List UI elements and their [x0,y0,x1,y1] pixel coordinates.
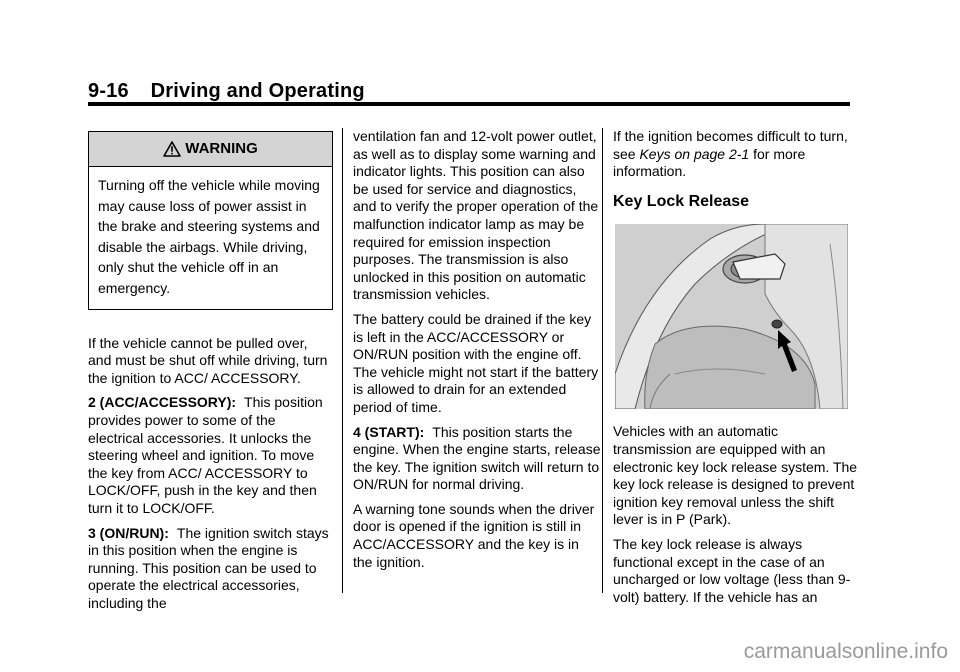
paragraph: The key lock release is always functional except in the case of an uncharged or low voltage (less than 9-volt) battery. If the vehicle has an [613,535,851,605]
section-title: Driving and Operating [150,80,365,102]
subheading: Key Lock Release [613,192,750,210]
term-acc-text: This position provides power to some of the electrical accessories. It unlocks the steering wheel and ignition. To move the key from ACC/ ACCESSORY to LOCK/OFF, push in the key and then turn it to LOCK/OFF. [88,394,323,516]
column-3 [613,128,858,613]
warning-label: WARNING [185,140,258,158]
text: If the ignition becomes difficult to turn, see [613,128,848,162]
column-1 [88,128,333,619]
column-2 [353,128,601,578]
column-divider [602,128,603,593]
paragraph [353,424,601,494]
term-on-run-text: The ignition switch stays in this position when the engine is running. This position can be used to operate the electrical accessories, including the [88,524,329,611]
page-header [88,80,365,103]
paragraph: ventilation fan and 12-volt power outlet, as well as to display some warning and indicator lights. This position can also be used for service and diagnostics, and to verify the proper operation of the malfunction indicator lamp as may be required for emission inspection purposes. The transmission is also unlocked in this position on automatic transmission vehicles. [353,128,599,303]
warning-box [88,131,333,310]
term-start: 4 (START): [353,423,425,440]
warning-triangle-icon [163,141,181,157]
paragraph: If the vehicle cannot be pulled over, and must be shut off while driving, turn the ignition to ACC/ ACCESSORY. [88,334,328,386]
term-acc: 2 (ACC/ACCESSORY): [88,394,237,411]
page-number: 9-16 [88,80,129,102]
term-on-run: 3 (ON/RUN): [88,524,169,541]
cross-reference-link[interactable]: Keys on page 2-1 [639,145,750,162]
paragraph: A warning tone sounds when the driver door is opened if the ignition is still in ACC/ACCESSORY and the key is in the ignition. [353,500,595,570]
warning-header [89,132,332,167]
paragraph: The battery could be drained if the key is left in the ACC/ACCESSORY or ON/RUN position with the engine off. The vehicle might not start if the battery is allowed to drain for an extended period of time. [353,310,599,415]
header-rule [88,102,850,106]
paragraph [88,525,333,613]
text: for more information. [613,145,806,180]
watermark: carmanualsonline.info [743,640,948,663]
key-lock-release-photo [615,224,848,409]
warning-text: Turning off the vehicle while moving may cause loss of power assist in the brake and steering systems and disable the airbags. While driving, only shut the vehicle off in an emergency. [98,177,320,296]
term-start-text: This position starts the engine. When the engine starts, release the key. The ignition switch will return to ON/RUN for normal driving. [353,423,601,493]
column-divider [342,128,343,593]
paragraph: Vehicles with an automatic transmission are equipped with an electronic key lock release system. The key lock release is designed to prevent ignition key removal unless the shift lever is in P (Park). [613,423,858,528]
paragraph [613,128,858,181]
paragraph [88,394,333,517]
